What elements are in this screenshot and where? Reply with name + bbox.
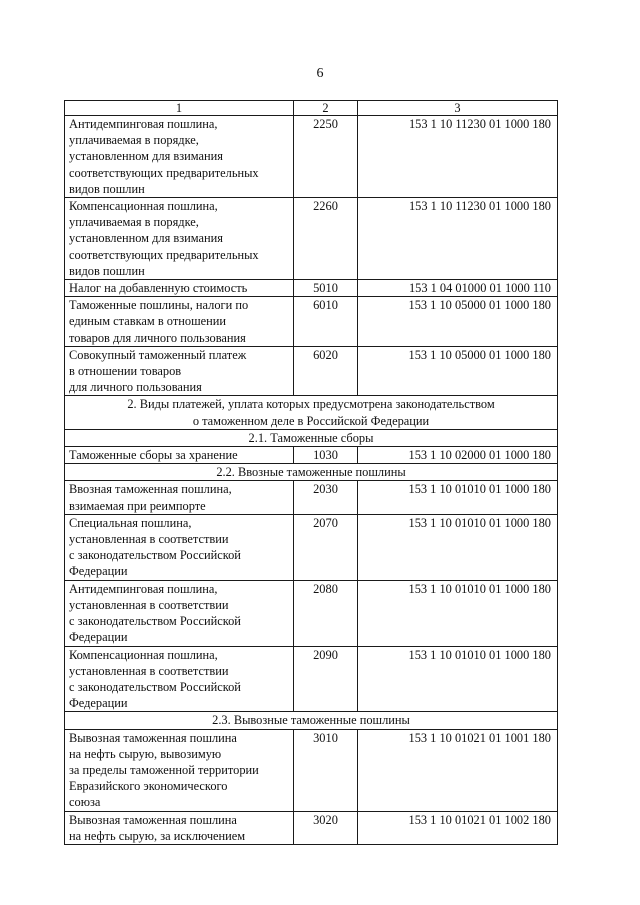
budget-classification-code-cell: 153 1 10 11230 01 1000 180 <box>358 198 558 280</box>
payment-code-cell: 2260 <box>294 198 358 280</box>
budget-classification-code-cell: 153 1 10 01010 01 1000 180 <box>358 481 558 514</box>
payment-name-line: Совокупный таможенный платеж <box>69 347 247 362</box>
section-heading-line: 2. Виды платежей, уплата которых предусмотрена законодательством <box>127 397 495 412</box>
payment-name-line: Федерации <box>69 564 128 579</box>
budget-classification-code-cell: 153 1 10 01021 01 1001 180 <box>358 729 558 811</box>
payment-name-line: Налог на добавленную стоимость <box>69 281 248 296</box>
payment-code-cell: 6010 <box>294 297 358 347</box>
payment-name-line: установленном для взимания <box>69 231 223 246</box>
table-row <box>65 297 558 347</box>
payment-name-line: взимаемая при реимпорте <box>69 498 206 513</box>
payment-name-cell <box>65 346 294 396</box>
payment-name-line: Компенсационная пошлина, <box>69 647 218 662</box>
section-heading-line: 2.1. Таможенные сборы <box>248 430 374 445</box>
payment-name-line: Таможенные сборы за хранение <box>69 448 238 463</box>
payment-name-line: единым ставкам в отношении <box>69 314 227 329</box>
budget-classification-code-cell: 153 1 10 01021 01 1002 180 <box>358 811 558 844</box>
payment-name-cell <box>65 514 294 580</box>
budget-classification-code-cell: 153 1 10 01010 01 1000 180 <box>358 580 558 646</box>
payment-name-line: Ввозная таможенная пошлина, <box>69 482 232 497</box>
payment-name-line: уплачиваемая в порядке, <box>69 133 199 148</box>
payment-name-cell <box>65 811 294 844</box>
payment-code-cell: 1030 <box>294 447 358 464</box>
payment-name-line: для личного пользования <box>69 380 202 395</box>
payment-name-line: Евразийского экономического <box>69 779 228 794</box>
column-number-1: 1 <box>65 101 294 116</box>
section-heading-line: 2.2. Ввозные таможенные пошлины <box>216 465 406 480</box>
payment-name-line: товаров для личного пользования <box>69 330 246 345</box>
payment-name-line: видов пошлин <box>69 181 145 196</box>
budget-classification-code-cell: 153 1 10 01010 01 1000 180 <box>358 646 558 712</box>
table-row <box>65 811 558 844</box>
payment-code-cell: 6020 <box>294 346 358 396</box>
section-heading <box>65 712 558 729</box>
payment-name-line: в отношении товаров <box>69 364 182 379</box>
payment-name-line: установленная в соответствии <box>69 532 229 547</box>
payment-code-cell: 2090 <box>294 646 358 712</box>
payment-name-line: установленная в соответствии <box>69 663 229 678</box>
section-heading-line: 2.3. Вывозные таможенные пошлины <box>212 713 410 728</box>
budget-classification-code-cell: 153 1 10 05000 01 1000 180 <box>358 346 558 396</box>
payment-name-cell <box>65 481 294 514</box>
payment-name-line: за пределы таможенной территории <box>69 762 259 777</box>
section-heading-row <box>65 429 558 446</box>
payment-name-line: соответствующих предварительных <box>69 165 259 180</box>
payment-name-cell <box>65 280 294 297</box>
table-row <box>65 646 558 712</box>
payment-name-cell <box>65 646 294 712</box>
payment-name-cell <box>65 297 294 347</box>
payment-code-cell: 2030 <box>294 481 358 514</box>
table-row <box>65 481 558 514</box>
payment-name-line: Специальная пошлина, <box>69 515 192 530</box>
payment-code-cell: 2080 <box>294 580 358 646</box>
page-number: 6 <box>316 66 324 81</box>
table-row <box>65 346 558 396</box>
section-heading <box>65 396 558 429</box>
budget-classification-code-cell: 153 1 10 02000 01 1000 180 <box>358 447 558 464</box>
table-row <box>65 580 558 646</box>
payment-code-cell: 3020 <box>294 811 358 844</box>
payment-name-line: Компенсационная пошлина, <box>69 199 218 214</box>
table-row <box>65 198 558 280</box>
payment-name-cell <box>65 580 294 646</box>
budget-classification-code-cell: 153 1 10 05000 01 1000 180 <box>358 297 558 347</box>
table-row <box>65 514 558 580</box>
section-heading-line: о таможенном деле в Российской Федерации <box>192 413 430 428</box>
payment-codes-table <box>64 100 558 845</box>
payment-name-line: с законодательством Российской <box>69 548 241 563</box>
payment-name-line: установленном для взимания <box>69 149 223 164</box>
payment-name-line: Федерации <box>69 630 128 645</box>
payment-name-line: Антидемпинговая пошлина, <box>69 117 218 131</box>
payment-name-cell <box>65 198 294 280</box>
section-heading-row <box>65 396 558 429</box>
payment-name-line: союза <box>69 795 101 810</box>
payment-name-line: Таможенные пошлины, налоги по <box>69 298 249 313</box>
section-heading <box>65 429 558 446</box>
payment-name-cell <box>65 116 294 198</box>
payment-name-line: на нефть сырую, за исключением <box>69 828 246 843</box>
payment-code-cell: 5010 <box>294 280 358 297</box>
table-row <box>65 447 558 464</box>
section-heading <box>65 464 558 481</box>
payment-name-line: с законодательством Российской <box>69 614 241 629</box>
payment-code-cell: 2070 <box>294 514 358 580</box>
table-row <box>65 280 558 297</box>
budget-classification-code-cell: 153 1 10 01010 01 1000 180 <box>358 514 558 580</box>
table-row <box>65 116 558 198</box>
table-row <box>65 729 558 811</box>
payment-name-line: Федерации <box>69 696 128 711</box>
payment-name-line: видов пошлин <box>69 263 145 278</box>
budget-classification-code-cell: 153 1 04 01000 01 1000 110 <box>358 280 558 297</box>
payment-name-line: установленная в соответствии <box>69 597 229 612</box>
payment-name-line: соответствующих предварительных <box>69 247 259 262</box>
payment-name-cell <box>65 447 294 464</box>
payment-name-line: на нефть сырую, вывозимую <box>69 746 222 761</box>
payment-name-cell <box>65 729 294 811</box>
column-number-3: 3 <box>358 101 558 116</box>
payment-name-line: уплачиваемая в порядке, <box>69 215 199 230</box>
payment-code-cell: 3010 <box>294 729 358 811</box>
payment-name-line: Вывозная таможенная пошлина <box>69 812 237 827</box>
section-heading-row <box>65 712 558 729</box>
column-number-row <box>65 101 558 116</box>
payment-code-cell: 2250 <box>294 116 358 198</box>
column-number-2: 2 <box>294 101 358 116</box>
table-body <box>65 101 558 845</box>
payment-name-line: Вывозная таможенная пошлина <box>69 730 237 745</box>
budget-classification-code-cell: 153 1 10 11230 01 1000 180 <box>358 116 558 198</box>
section-heading-row <box>65 464 558 481</box>
payment-name-line: с законодательством Российской <box>69 679 241 694</box>
payment-name-line: Антидемпинговая пошлина, <box>69 581 218 596</box>
